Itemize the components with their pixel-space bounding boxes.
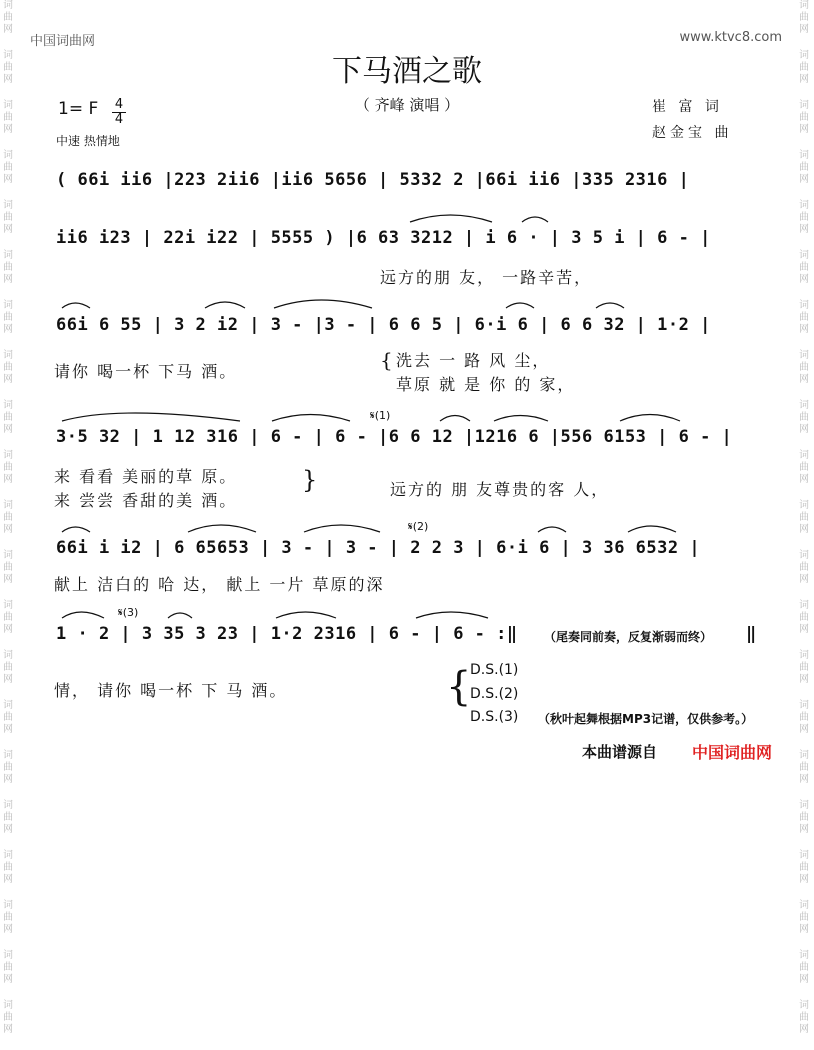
watermark-glyph: 曲 [3, 62, 13, 73]
watermark-glyph: 词 [799, 450, 809, 461]
watermark-glyph: 曲 [3, 262, 13, 273]
watermark-glyph: 曲 [799, 512, 809, 523]
watermark-gap [799, 636, 811, 650]
slur [62, 303, 90, 308]
watermark-glyph: 词 [799, 700, 809, 711]
watermark-glyph: 曲 [3, 212, 13, 223]
slur [272, 415, 350, 422]
watermark-glyph: 曲 [3, 762, 13, 773]
watermark-glyph: 词 [3, 0, 13, 11]
slur [596, 303, 624, 308]
watermark-gap [799, 186, 811, 200]
notation-row-1: ( 66i ii6 |223 2ii6 |ii6 5656 | 5332 2 |66i ii6 |335 2316 | [56, 170, 690, 190]
watermark-glyph: 曲 [3, 162, 13, 173]
slur [416, 612, 488, 618]
watermark-glyph: 曲 [799, 62, 809, 73]
watermark-glyph: 曲 [3, 862, 13, 873]
slur [506, 303, 534, 308]
watermark-glyph: 网 [3, 774, 13, 785]
watermark-glyph: 曲 [3, 412, 13, 423]
watermark-glyph: 词 [799, 900, 809, 911]
lyric-row-4-chorus: 远方的 朋 友尊贵的客 人， [390, 480, 610, 499]
slur [522, 217, 548, 222]
watermark-glyph: 曲 [3, 512, 13, 523]
watermark-glyph: 网 [799, 374, 809, 385]
watermark-column [3, 0, 15, 1050]
watermark-glyph: 曲 [799, 462, 809, 473]
lyric-row-4-verse-2: 来 尝尝 香甜的美 酒。 [54, 491, 238, 510]
site-name-left[interactable]: 中国词曲网 [30, 34, 96, 49]
slur [62, 612, 104, 618]
watermark-glyph: 词 [799, 750, 809, 761]
slur [168, 613, 192, 618]
watermark-glyph: 词 [3, 650, 13, 661]
watermark-glyph: 词 [799, 950, 809, 961]
watermark-glyph: 网 [799, 724, 809, 735]
watermark-glyph: 曲 [799, 1012, 809, 1023]
left-watermark [3, 0, 15, 1050]
watermark-glyph: 词 [799, 650, 809, 661]
watermark-glyph: 网 [799, 574, 809, 585]
watermark-glyph: 词 [799, 150, 809, 161]
watermark-glyph: 网 [3, 924, 13, 935]
watermark-glyph: 曲 [3, 912, 13, 923]
watermark-glyph: 词 [799, 50, 809, 61]
watermark-glyph: 网 [3, 974, 13, 985]
watermark-glyph: 网 [3, 374, 13, 385]
watermark-glyph: 曲 [799, 912, 809, 923]
watermark-glyph: 曲 [799, 712, 809, 723]
watermark-glyph: 网 [799, 974, 809, 985]
watermark-glyph: 网 [799, 74, 809, 85]
watermark-glyph: 网 [3, 424, 13, 435]
watermark-gap [799, 886, 811, 900]
watermark-glyph: 网 [799, 474, 809, 485]
slur [538, 527, 566, 532]
watermark-glyph: 词 [3, 1000, 13, 1011]
watermark-glyph: 曲 [799, 412, 809, 423]
watermark-glyph: 曲 [799, 862, 809, 873]
watermark-glyph: 网 [3, 574, 13, 585]
watermark-glyph: 网 [3, 624, 13, 635]
watermark-glyph: 词 [3, 350, 13, 361]
watermark-glyph: 网 [799, 124, 809, 135]
watermark-glyph: 词 [799, 1000, 809, 1011]
watermark-glyph: 词 [3, 300, 13, 311]
slur [62, 527, 90, 532]
watermark-glyph: 曲 [3, 812, 13, 823]
watermark-glyph: 网 [799, 24, 809, 35]
slur [188, 525, 256, 532]
watermark-glyph: 网 [3, 724, 13, 735]
watermark-glyph: 曲 [3, 12, 13, 23]
watermark-gap [799, 536, 811, 550]
watermark-glyph: 网 [3, 824, 13, 835]
notation-row-2: ii6 i23 | 22i i22 | 5555 ) |6 63 3212 | i 6 · | 3 5 i | 6 - | [56, 228, 711, 248]
watermark-glyph: 网 [3, 874, 13, 885]
watermark-glyph: 词 [3, 850, 13, 861]
watermark-glyph: 网 [3, 124, 13, 135]
watermark-glyph: 网 [3, 1024, 13, 1035]
watermark-glyph: 网 [799, 274, 809, 285]
watermark-gap [3, 386, 15, 400]
watermark-glyph: 网 [799, 324, 809, 335]
time-sig-bottom: 4 [114, 112, 124, 127]
watermark-glyph: 词 [799, 350, 809, 361]
watermark-gap [3, 286, 15, 300]
watermark-glyph: 词 [3, 600, 13, 611]
watermark-glyph: 词 [3, 700, 13, 711]
watermark-glyph: 曲 [799, 112, 809, 123]
watermark-glyph: 词 [799, 0, 809, 11]
watermark-glyph: 曲 [799, 12, 809, 23]
watermark-glyph: 网 [3, 174, 13, 185]
lyricist-credit: 崔 富 词 [652, 99, 723, 115]
watermark-gap [799, 736, 811, 750]
slur [276, 612, 336, 618]
lyric-row-6: 情， 请你 喝一杯 下 马 酒。 [54, 681, 288, 700]
watermark-gap [3, 986, 15, 1000]
final-barline: ‖ [746, 624, 757, 644]
time-signature [112, 98, 126, 127]
time-sig-top: 4 [114, 97, 124, 112]
slur [62, 413, 240, 421]
watermark-glyph: 词 [799, 600, 809, 611]
watermark-glyph: 曲 [799, 612, 809, 623]
watermark-glyph: 词 [3, 250, 13, 261]
notation-row-6: 1 · 2 | 3 35 3 23 | 1·2 2316 | 6 - | 6 - :‖ [56, 624, 518, 644]
watermark-gap [799, 436, 811, 450]
watermark-glyph: 网 [3, 474, 13, 485]
watermark-gap [799, 286, 811, 300]
watermark-glyph: 词 [3, 100, 13, 111]
watermark-glyph: 词 [799, 400, 809, 411]
watermark-glyph: 词 [3, 500, 13, 511]
watermark-gap [3, 686, 15, 700]
tempo-marking: 中速 热情地 [56, 134, 120, 148]
watermark-glyph: 网 [3, 674, 13, 685]
watermark-glyph: 曲 [3, 1012, 13, 1023]
segno-mark-1: 𝄋(1) [370, 409, 391, 422]
slur [304, 525, 380, 532]
watermark-glyph: 网 [799, 174, 809, 185]
segno-mark-2: 𝄋(2) [408, 520, 429, 533]
slur [410, 215, 492, 222]
watermark-glyph: 词 [3, 200, 13, 211]
song-title: 下马酒之歌 [332, 54, 482, 89]
watermark-glyph: 网 [799, 874, 809, 885]
watermark-glyph: 词 [3, 50, 13, 61]
watermark-glyph: 网 [3, 324, 13, 335]
watermark-gap [3, 586, 15, 600]
key-signature: 1= F [58, 99, 99, 119]
ending-note: （尾奏同前奏，反复渐弱而终） [544, 630, 713, 644]
watermark-gap [799, 386, 811, 400]
watermark-gap [799, 236, 811, 250]
watermark-glyph: 词 [3, 400, 13, 411]
watermark-glyph: 曲 [3, 112, 13, 123]
watermark-gap [799, 136, 811, 150]
watermark-glyph: 词 [3, 550, 13, 561]
watermark-glyph: 词 [3, 450, 13, 461]
watermark-glyph: 网 [799, 424, 809, 435]
watermark-glyph: 曲 [799, 262, 809, 273]
watermark-glyph: 词 [799, 200, 809, 211]
watermark-glyph: 曲 [799, 662, 809, 673]
singer-line: （ 齐峰 演唱 ） [354, 96, 460, 114]
watermark-gap [799, 686, 811, 700]
source-site-link[interactable]: 中国词曲网 [692, 743, 773, 762]
notation-row-3: 66i 6 55 | 3 2 i2 | 3 - |3 - | 6 6 5 | 6·i 6 | 6 6 32 | 1·2 | [56, 315, 711, 335]
watermark-glyph: 曲 [3, 362, 13, 373]
watermark-glyph: 词 [799, 550, 809, 561]
watermark-glyph: 网 [799, 224, 809, 235]
watermark-glyph: 曲 [3, 312, 13, 323]
watermark-glyph: 词 [799, 500, 809, 511]
lyric-row-5: 献上 洁白的 哈 达， 献上 一片 草原的深 [54, 575, 385, 594]
slur [620, 415, 680, 422]
watermark-glyph: 曲 [3, 562, 13, 573]
right-watermark [799, 0, 811, 1050]
watermark-gap [3, 336, 15, 350]
watermark-glyph: 曲 [799, 812, 809, 823]
lyric-row-3-verse-2: 草原 就 是 你 的 家， [396, 375, 576, 394]
ds-brace: { [446, 664, 472, 710]
watermark-glyph: 曲 [3, 712, 13, 723]
verse-brace: { [380, 348, 393, 372]
watermark-gap [799, 836, 811, 850]
slur [440, 416, 470, 422]
watermark-gap [3, 936, 15, 950]
watermark-glyph: 曲 [799, 562, 809, 573]
watermark-column [799, 0, 811, 1050]
watermark-glyph: 网 [799, 824, 809, 835]
watermark-glyph: 曲 [799, 312, 809, 323]
watermark-glyph: 词 [3, 800, 13, 811]
slur [628, 526, 676, 532]
watermark-glyph: 词 [3, 750, 13, 761]
segno-mark-3: 𝄋(3) [118, 606, 139, 619]
watermark-gap [799, 336, 811, 350]
watermark-gap [3, 236, 15, 250]
watermark-glyph: 网 [3, 524, 13, 535]
notation-row-4: 3·5 32 | 1 12 316 | 6 - | 6 - |6 6 12 |1216 6 |556 6153 | 6 - | [56, 427, 733, 447]
watermark-glyph: 词 [799, 250, 809, 261]
watermark-glyph: 词 [3, 150, 13, 161]
watermark-gap [3, 536, 15, 550]
watermark-glyph: 词 [3, 900, 13, 911]
watermark-glyph: 词 [799, 300, 809, 311]
watermark-gap [799, 986, 811, 1000]
watermark-glyph: 网 [3, 24, 13, 35]
watermark-glyph: 网 [799, 1024, 809, 1035]
ds-3: D.S.(3) [470, 709, 519, 725]
watermark-gap [3, 736, 15, 750]
watermark-glyph: 曲 [799, 762, 809, 773]
watermark-glyph: 曲 [3, 962, 13, 973]
verse-close-brace: } [302, 466, 318, 494]
ds-2: D.S.(2) [470, 686, 519, 702]
ds-1: D.S.(1) [470, 662, 519, 678]
watermark-gap [3, 636, 15, 650]
source-label: 本曲谱源自 [582, 743, 658, 761]
lyric-row-2: 远方的朋 友， 一路辛苦， [380, 268, 593, 287]
watermark-glyph: 曲 [3, 462, 13, 473]
watermark-glyph: 网 [3, 224, 13, 235]
watermark-glyph: 网 [799, 924, 809, 935]
watermark-gap [3, 186, 15, 200]
lyric-row-3: 请你 喝一杯 下马 酒。 [54, 362, 238, 381]
watermark-gap [799, 586, 811, 600]
watermark-gap [799, 486, 811, 500]
ds-note: （秋叶起舞根据MP3记谱，仅供参考。） [538, 712, 754, 726]
watermark-glyph: 曲 [3, 662, 13, 673]
composer-credit: 赵金宝 曲 [652, 125, 733, 141]
slur [274, 300, 372, 308]
slur [205, 302, 245, 308]
watermark-glyph: 网 [3, 74, 13, 85]
site-url-right[interactable]: www.ktvc8.com [679, 30, 782, 45]
watermark-gap [3, 436, 15, 450]
watermark-glyph: 曲 [799, 362, 809, 373]
watermark-glyph: 网 [799, 524, 809, 535]
watermark-glyph: 词 [799, 850, 809, 861]
watermark-gap [3, 486, 15, 500]
notation-row-5: 66i i i2 | 6 65653 | 3 - | 3 - | 2 2 3 | 6·i 6 | 3 36 6532 | [56, 538, 701, 558]
lyric-row-3-verse-1: 洗去 一 路 风 尘， [396, 351, 551, 370]
watermark-glyph: 词 [3, 950, 13, 961]
lyric-row-4-verse-1: 来 看看 美丽的草 原。 [54, 467, 238, 486]
watermark-glyph: 曲 [799, 962, 809, 973]
watermark-glyph: 网 [3, 274, 13, 285]
watermark-gap [3, 836, 15, 850]
watermark-glyph: 网 [799, 774, 809, 785]
watermark-gap [799, 1036, 811, 1050]
watermark-glyph: 词 [799, 100, 809, 111]
watermark-gap [3, 136, 15, 150]
watermark-glyph: 网 [799, 674, 809, 685]
watermark-gap [3, 1036, 15, 1050]
watermark-glyph: 曲 [799, 162, 809, 173]
watermark-glyph: 网 [799, 624, 809, 635]
watermark-glyph: 曲 [799, 212, 809, 223]
watermark-gap [799, 936, 811, 950]
slur [494, 416, 548, 422]
watermark-glyph: 曲 [3, 612, 13, 623]
watermark-gap [3, 786, 15, 800]
watermark-glyph: 词 [799, 800, 809, 811]
watermark-gap [3, 886, 15, 900]
watermark-gap [799, 786, 811, 800]
